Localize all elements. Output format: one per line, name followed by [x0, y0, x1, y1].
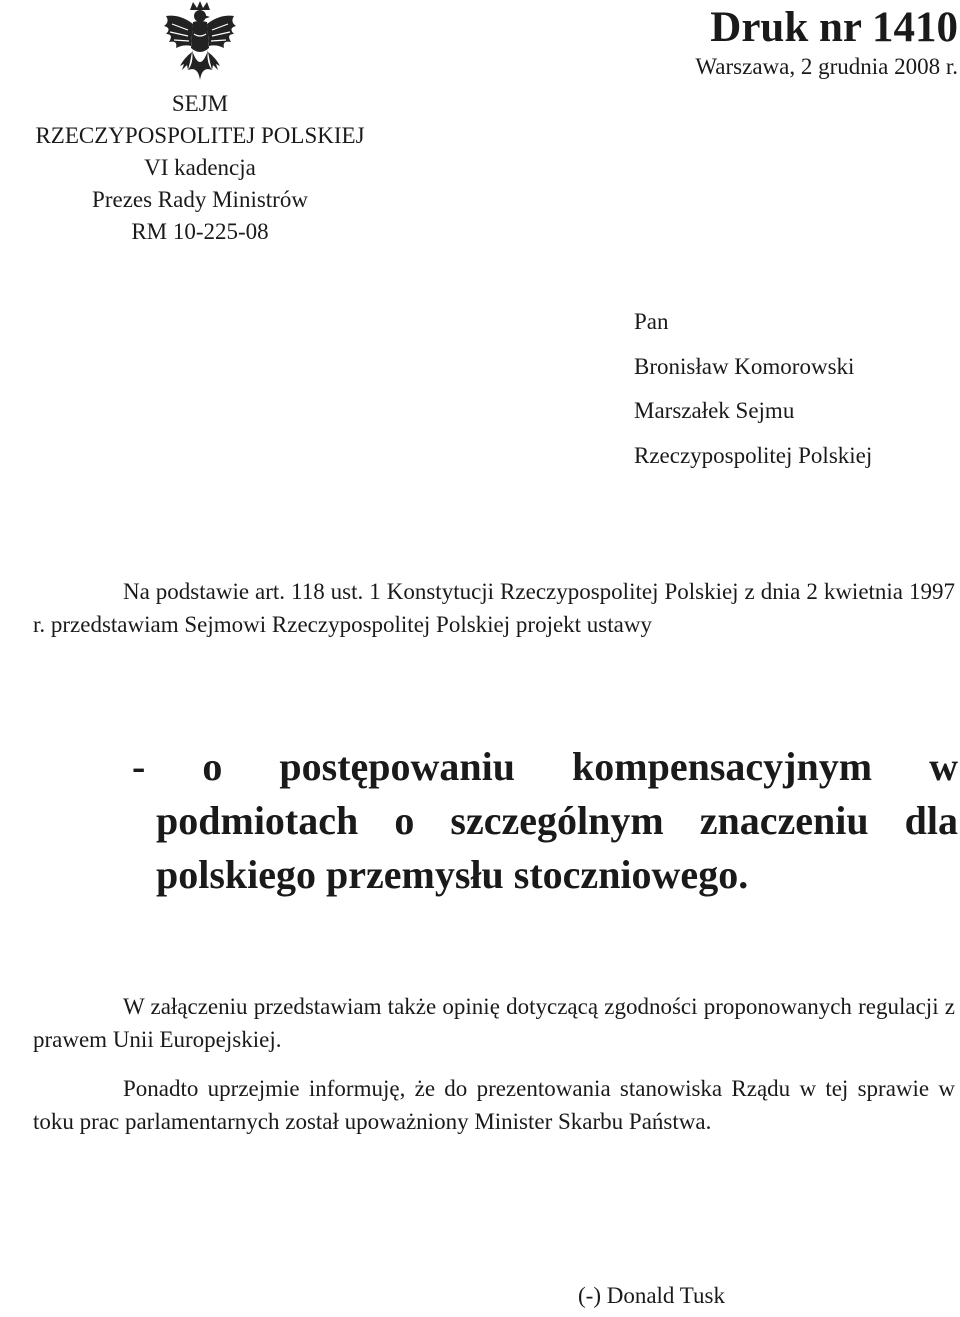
addressee-block: [634, 300, 872, 478]
addressee-name: Bronisław Komorowski: [634, 353, 855, 379]
bill-title: - o postępowaniu kompensacyjnym w podmiotach o szczególnym znaczeniu dla polskiego przemysłu stoczniowego.: [132, 744, 958, 897]
addressee-salutation: Pan: [634, 309, 669, 334]
term-label: VI kadencja: [144, 155, 256, 180]
intro-paragraph: Na podstawie art. 118 ust. 1 Konstytucji Rzeczypospolitej Polskiej z dnia 2 kwietnia 1997 r. przedstawiam Sejmowi Rzeczypospolitej Polskiej projekt ustawy: [33, 579, 955, 637]
institution-line-2: RZECZYPOSPOLITEJ POLSKIEJ: [35, 123, 365, 148]
addressee-institution: Rzeczypospolitej Polskiej: [634, 442, 873, 468]
print-number: Druk nr 1410: [710, 4, 958, 51]
place-date: Warszawa, 2 grudnia 2008 r.: [695, 54, 958, 79]
authorization-paragraph: Ponadto uprzejmie informuję, że do prezentowania stanowiska Rządu w tej sprawie w toku prac parlamentarnych został upoważniony Minister Skarbu Państwa.: [33, 1076, 955, 1134]
polish-eagle-emblem-icon: [160, 0, 240, 84]
attachment-paragraph: W załączeniu przedstawiam także opinię dotyczącą zgodności proponowanych regulacji z prawem Unii Europejskiej.: [33, 994, 955, 1052]
sender-title: Prezes Rady Ministrów: [92, 187, 308, 212]
reference-number: RM 10-225-08: [131, 219, 269, 244]
addressee-position: Marszałek Sejmu: [634, 398, 795, 423]
signature: (-) Donald Tusk: [578, 1283, 725, 1308]
institution-line-1: SEJM: [171, 91, 229, 116]
sender-header: [0, 88, 400, 248]
